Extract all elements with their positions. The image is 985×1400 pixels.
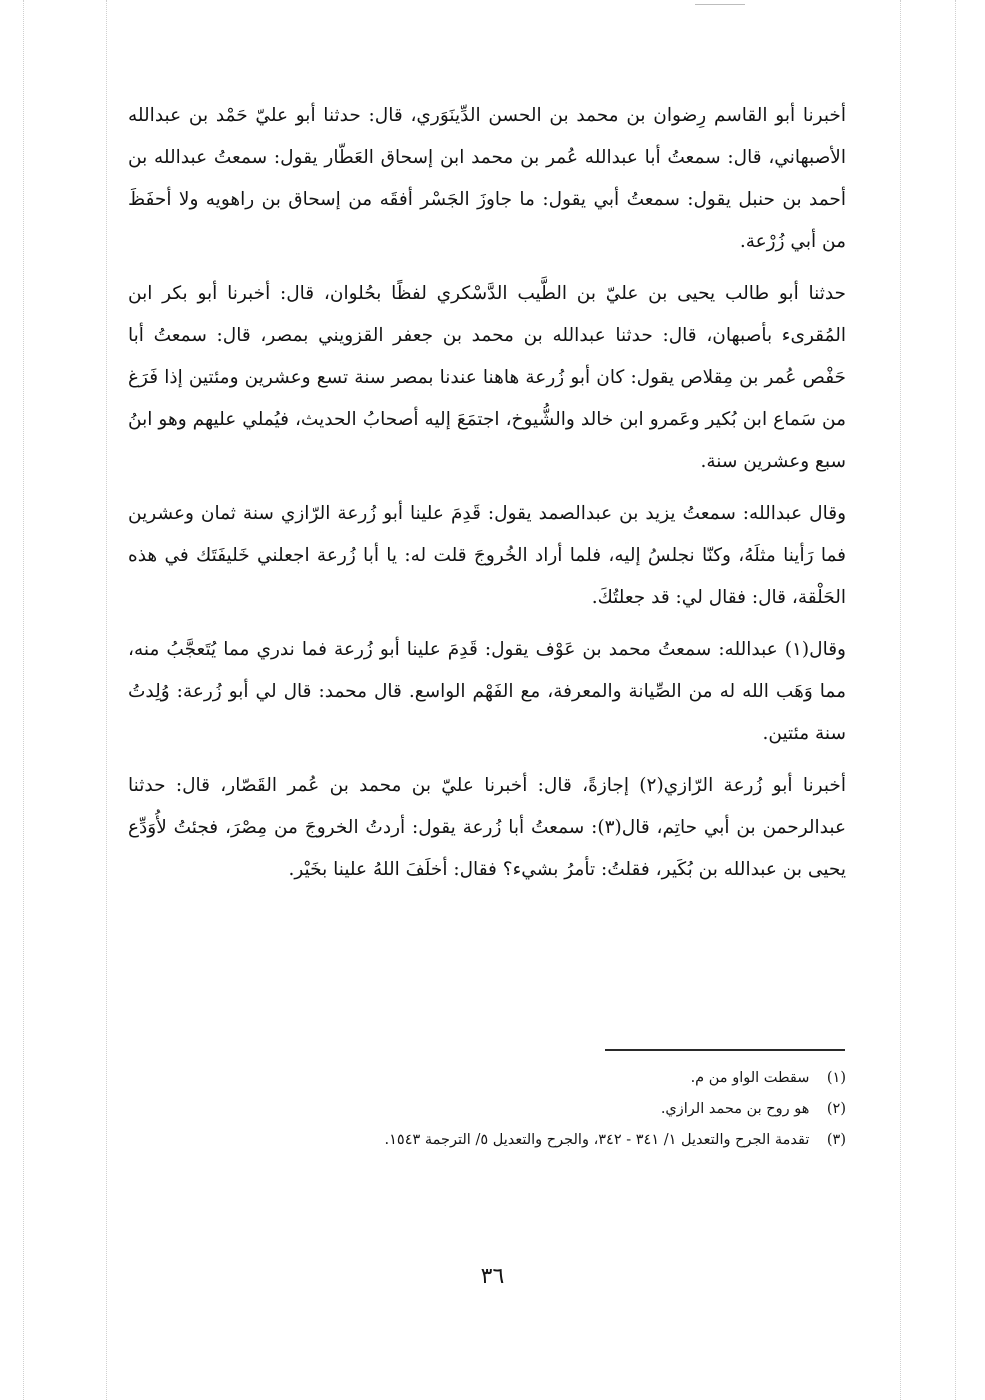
paragraph-2: حدثنا أبو طالب يحيى بن عليّ بن الطَّيب الدَّسْكري لفظًا بحُلوان، قال: أخبرنا أبو بكر ابن المُقرىء بأصبهان، قال: حدثنا عبدالله بن محمد بن جعفر القزويني بمصر، قال: سمعتُ أبا حَفْص عُمر بن مِقلاص يقول: كان أبو زُرعة هاهنا عندنا بمصر سنة تسع وعشرين ومئتين إذا فَرَغ من سَماع ابن بُكير وعَمرو ابن خالد والشُّيوخ، اجتمَعَ إليه أصحابُ الحديث، فيُملي عليهم وهو ابنُ سبع وعشرين سنة. (128, 283, 846, 472)
paragraph-4: وقال(١) عبدالله: سمعتُ محمد بن عَوْف يقول: قَدِمَ علينا أبو زُرعة فما ندري مما يُتَعجَّبُ منه، مما وَهَب الله له من الصِّيانة والمعرفة، مع الفَهْم الواسع. قال محمد: قال لي أبو زُرعة: وُلِدتُ سنة مئتين. (128, 639, 846, 744)
inner-left-guide (106, 0, 107, 1400)
footnote-1-number: (١) (826, 1070, 846, 1086)
footnote-3-number: (٣) (826, 1132, 846, 1148)
footnote-2-number: (٢) (826, 1101, 846, 1117)
footnote-3-text: تقدمة الجرح والتعديل ١/ ٣٤١ - ٣٤٢، والجرح والتعديل ٥/ الترجمة ١٥٤٣. (384, 1132, 810, 1148)
footnote-1 (128, 1063, 846, 1094)
top-edge-rule (695, 4, 745, 5)
page-body (128, 95, 846, 891)
paragraph-1: أخبرنا أبو القاسم رِضوان بن محمد بن الحسن الدِّينَوَري، قال: حدثنا أبو عليّ حَمْد بن عبدالله الأصبهاني، قال: سمعتُ أبا عبدالله عُمر بن محمد ابن إسحاق العَطّار يقول: سمعتُ عبدالله بن أحمد بن حنبل يقول: سمعتُ أبي يقول: ما جاوزَ الجَسْر أفقَه من إسحاق بن راهويه ولا أحفَظَ من أبي زُرْعة. (128, 105, 846, 252)
footnote-separator (605, 1049, 845, 1051)
right-margin-guide (955, 0, 956, 1400)
footnotes (128, 1063, 846, 1156)
footnote-2 (128, 1094, 846, 1125)
inner-right-guide (900, 0, 901, 1400)
left-margin-guide (23, 0, 24, 1400)
page-number: ٣٦ (480, 1264, 505, 1289)
footnote-1-text: سقطت الواو من م. (690, 1070, 810, 1086)
footnote-2-text: هو روح بن محمد الرازي. (660, 1101, 810, 1117)
footnote-3 (128, 1125, 846, 1156)
paragraph-3: وقال عبدالله: سمعتُ يزيد بن عبدالصمد يقول: قَدِمَ علينا أبو زُرعة الرّازي سنة ثمان وعشرين فما رَأينا مثلَهُ، وكنّا نجلسُ إليه، فلما أراد الخُروجَ قلت له: يا أبا زُرعة اجعلني خَليفَتَك في هذه الحَلْقة، قال: فقال لي: قد جعلتُكَ. (128, 503, 846, 608)
paragraph-5: أخبرنا أبو زُرعة الرّازي(٢) إجازةً، قال: أخبرنا عليّ بن محمد بن عُمر القَصّار، قال: حدثنا عبدالرحمن بن أبي حاتِم، قال(٣): سمعتُ أبا زُرعة يقول: أردتُ الخروجَ من مِصْرَ، فجئتُ لأُوَدِّع يحيى بن عبدالله بن بُكَير، فقلتُ: تأمرُ بشيء؟ فقال: أخلَفَ اللهُ علينا بخَيْر. (128, 775, 847, 880)
